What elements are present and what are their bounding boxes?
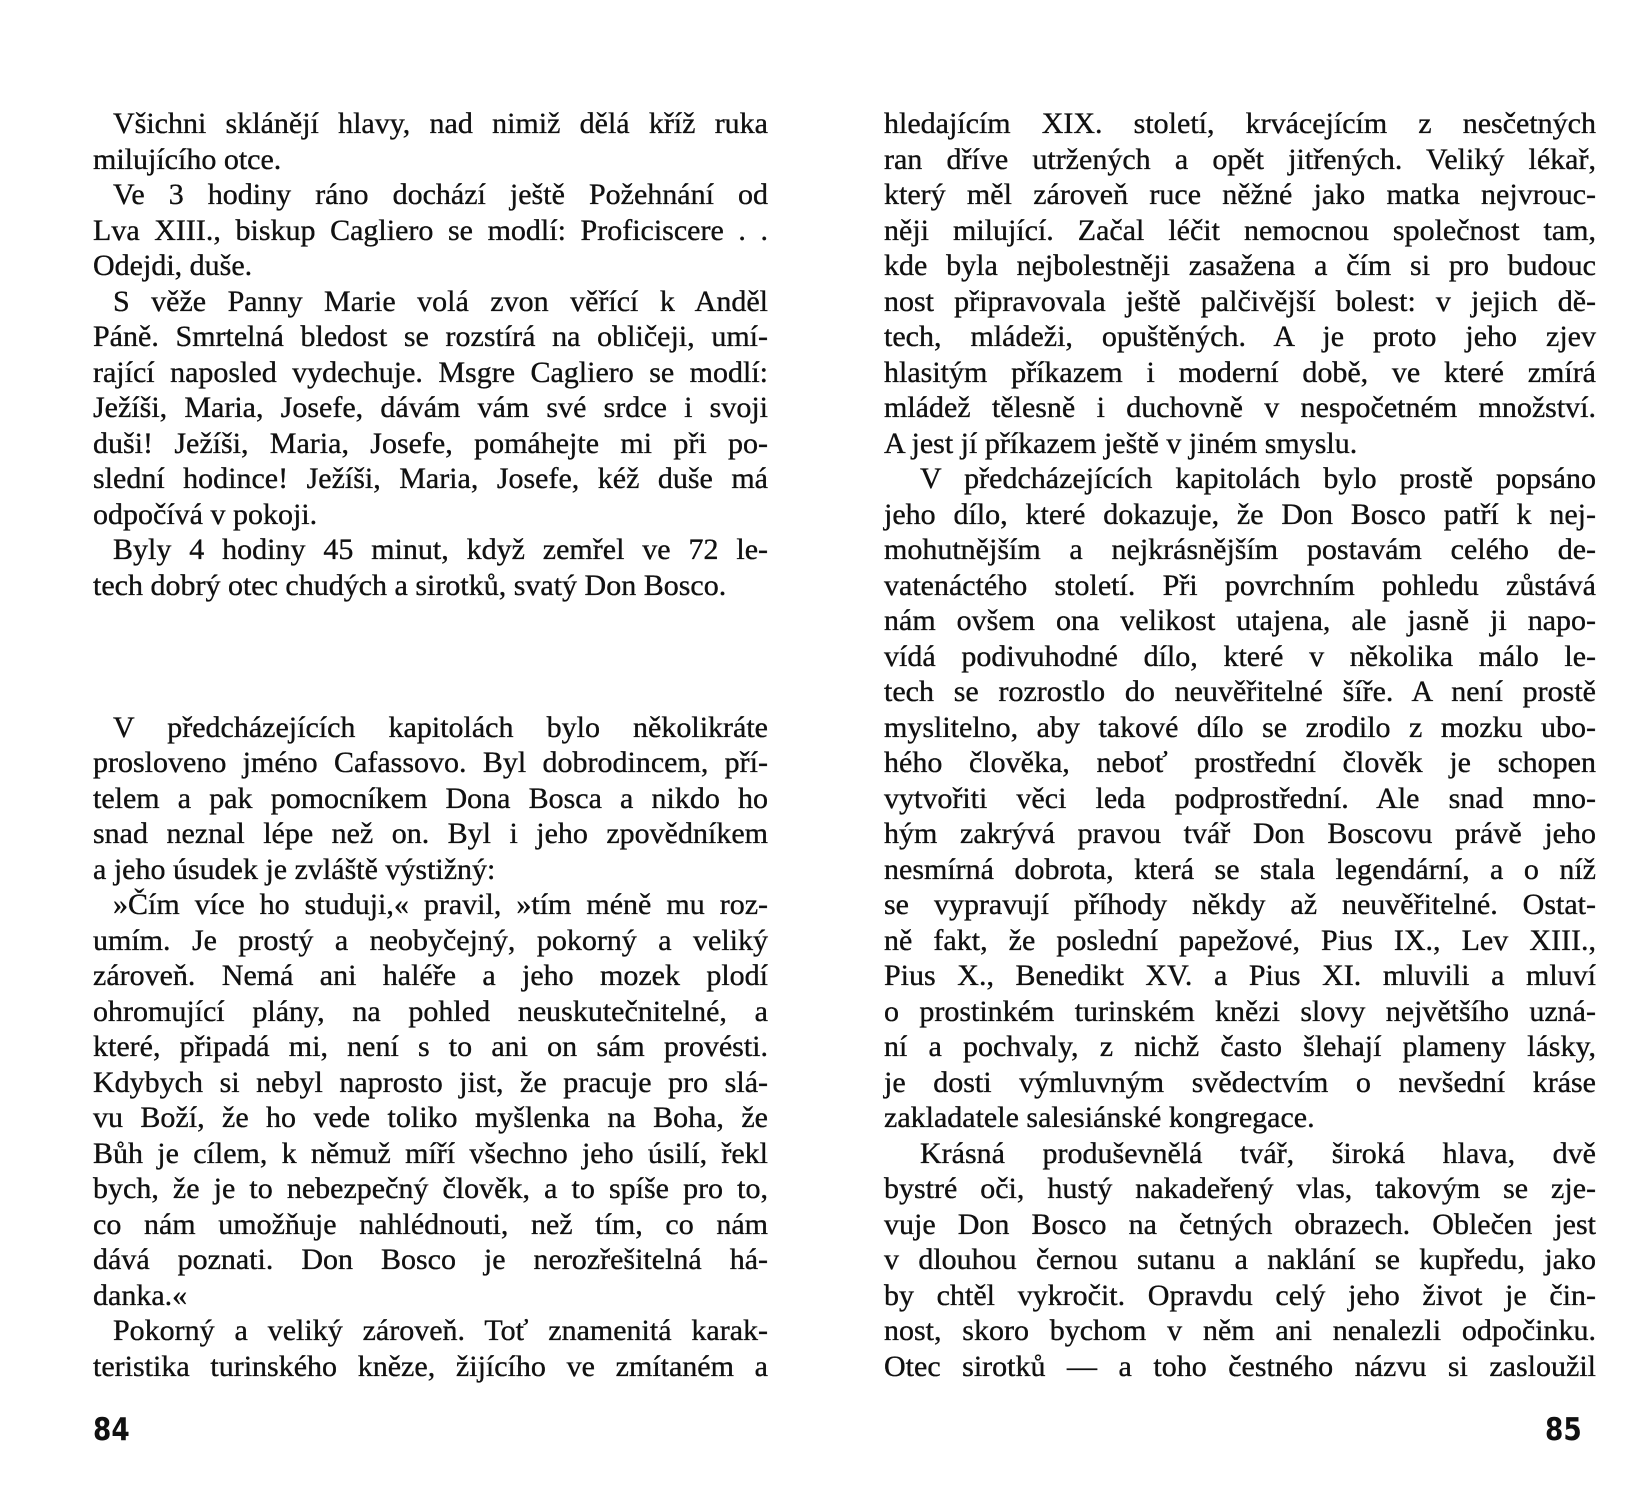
text-line: vu Boží, že ho vede toliko myšlenka na Boha, že: [93, 1101, 768, 1134]
text-line: který měl zároveň ruce něžné jako matka nejvrouc-: [884, 178, 1596, 211]
text-line: co nám umožňuje nahlédnouti, než tím, co nám: [93, 1207, 768, 1241]
text-line: mládež tělesně i duchovně v nespočetném množství.: [884, 391, 1596, 424]
text-line: něji milující. Začal léčit nemocnou společnost tam,: [884, 213, 1596, 247]
text-line: duši! Ježíši, Maria, Josefe, pomáhejte mi při po-: [93, 426, 768, 460]
text-line: V předcházejících kapitolách bylo prostě popsáno: [920, 462, 1596, 495]
text-line: v dlouhou černou sutanu a naklání se kupředu, jako: [884, 1243, 1596, 1276]
text-line: se vypravují příhody někdy až neuvěřitelné. Ostat-: [884, 888, 1596, 921]
text-line: Ve 3 hodiny ráno dochází ještě Požehnání od: [113, 178, 768, 211]
text-line: Páně. Smrtelná bledost se rozstírá na obličeji, umí-: [93, 320, 768, 353]
right-page: [823, 0, 1646, 1500]
text-line: Otec sirotků — a toho čestného názvu si zasloužil: [884, 1349, 1596, 1383]
text-line: ní a pochvaly, z nichž často šlehají plameny lásky,: [884, 1030, 1596, 1063]
text-line: rající naposled vydechuje. Msgre Cagliero se modlí:: [93, 355, 768, 389]
text-line: nám ovšem ona velikost utajena, ale jasně ji napo-: [884, 604, 1596, 637]
text-line: slední hodince! Ježíši, Maria, Josefe, kéž duše má: [93, 462, 768, 495]
text-line: teristika turinského kněze, žijícího ve zmítaném a: [93, 1349, 768, 1383]
text-line: danka.«: [93, 1278, 188, 1312]
text-line: hlasitým příkazem i moderní době, ve které zmírá: [884, 355, 1596, 389]
text-line: Všichni sklánějí hlavy, nad nimiž dělá kříž ruka: [113, 107, 768, 140]
text-line: A jest jí příkazem ještě v jiném smyslu.: [884, 426, 1358, 460]
text-line: ně fakt, že poslední papežové, Pius IX., Lev XIII.,: [884, 923, 1596, 957]
text-line: vídá podivuhodné dílo, které v několika málo le-: [884, 639, 1596, 673]
text-line: Krásná produševnělá tvář, široká hlava, dvě: [920, 1136, 1596, 1170]
text-line: ohromující plány, na pohled neuskutečnitelné, a: [93, 994, 768, 1028]
text-line: telem a pak pomocníkem Dona Bosca a nikdo ho: [93, 781, 768, 815]
text-line: Kdybych si nebyl naprosto jist, že pracuje pro slá-: [93, 1065, 768, 1099]
text-line: které, připadá mi, není s to ani on sám provésti.: [93, 1030, 768, 1063]
text-line: »Čím více ho studuji,« pravil, »tím méně mu roz-: [113, 888, 768, 921]
page-number-left: 84: [93, 1412, 130, 1448]
text-line: milujícího otce.: [93, 142, 282, 176]
text-line: hledajícím XIX. století, krvácejícím z nesčetných: [884, 107, 1596, 140]
text-line: Byly 4 hodiny 45 minut, když zemřel ve 72 le-: [113, 533, 768, 566]
text-line: mohutnějším a nejkrásnějším postavám celého de-: [884, 533, 1596, 566]
text-line: hým zakrývá pravou tvář Don Boscovu právě jeho: [884, 817, 1596, 850]
text-line: Lva XIII., biskup Cagliero se modlí: Proficiscere . .: [93, 213, 768, 247]
text-line: umím. Je prostý a neobyčejný, pokorný a veliký: [93, 923, 768, 957]
text-line: kde byla nejbolestněji zasažena a čím si pro budouc: [884, 249, 1596, 282]
text-line: by chtěl vykročit. Opravdu celý jeho život je čin-: [884, 1278, 1596, 1312]
text-line: V předcházejících kapitolách bylo několikráte: [113, 710, 768, 744]
text-line: Bůh je cílem, k němuž míří všechno jeho úsilí, řekl: [93, 1136, 768, 1170]
text-line: myslitelno, aby takové dílo se zrodilo z mozku ubo-: [884, 710, 1596, 744]
text-line: zakladatele salesiánské kongregace.: [884, 1101, 1315, 1134]
text-line: dává poznati. Don Bosco je nerozřešitelná há-: [93, 1243, 768, 1276]
text-line: jeho dílo, které dokazuje, že Don Bosco patří k nej-: [884, 497, 1596, 531]
page-number-right: 85: [1545, 1412, 1582, 1448]
text-line: o prostinkém turinském knězi slovy největšího uzná-: [884, 994, 1596, 1028]
text-line: vuje Don Bosco na četných obrazech. Oblečen jest: [884, 1207, 1596, 1241]
text-line: Ježíši, Maria, Josefe, dávám vám své srdce i svoji: [93, 391, 768, 424]
text-line: ran dříve utržených a opět jitřených. Veliký lékař,: [884, 142, 1596, 176]
text-line: tech dobrý otec chudých a sirotků, svatý Don Bosco.: [93, 568, 727, 602]
text-line: Odejdi, duše.: [93, 249, 253, 282]
text-line: Pius X., Benedikt XV. a Pius XI. mluvili a mluví: [884, 959, 1596, 992]
text-line: nost připravovala ještě palčivější bolest: v jejich dě-: [884, 284, 1596, 318]
text-line: vytvořiti věci leda podprostřední. Ale snad mno-: [884, 781, 1596, 815]
text-line: Pokorný a veliký zároveň. Toť znamenitá karak-: [113, 1314, 768, 1347]
text-line: vatenáctého století. Při povrchním pohledu zůstává: [884, 568, 1596, 602]
text-line: bystré oči, hustý nakadeřený vlas, takovým se zje-: [884, 1172, 1596, 1205]
text-line: nesmírná dobrota, která se stala legendární, a o níž: [884, 852, 1596, 886]
text-line: je dosti výmluvným svědectvím o nevšední kráse: [884, 1065, 1596, 1099]
text-line: zároveň. Nemá ani haléře a jeho mozek plodí: [93, 959, 768, 992]
text-line: prosloveno jméno Cafassovo. Byl dobrodincem, pří-: [93, 746, 768, 779]
text-line: a jeho úsudek je zvláště výstižný:: [93, 852, 496, 886]
text-line: snad neznal lépe než on. Byl i jeho zpovědníkem: [93, 817, 768, 850]
text-line: odpočívá v pokoji.: [93, 497, 318, 531]
text-line: tech se rozrostlo do neuvěřitelné šíře. A není prostě: [884, 675, 1596, 708]
text-line: tech, mládeži, opuštěných. A je proto jeho zjev: [884, 320, 1596, 353]
text-line: bych, že je to nebezpečný člověk, a to spíše pro to,: [93, 1172, 768, 1205]
text-line: S věže Panny Marie volá zvon věřící k Anděl: [113, 284, 768, 318]
text-line: nost, skoro bychom v něm ani nenalezli odpočinku.: [884, 1314, 1596, 1347]
text-line: hého člověka, neboť prostřední člověk je schopen: [884, 746, 1596, 779]
